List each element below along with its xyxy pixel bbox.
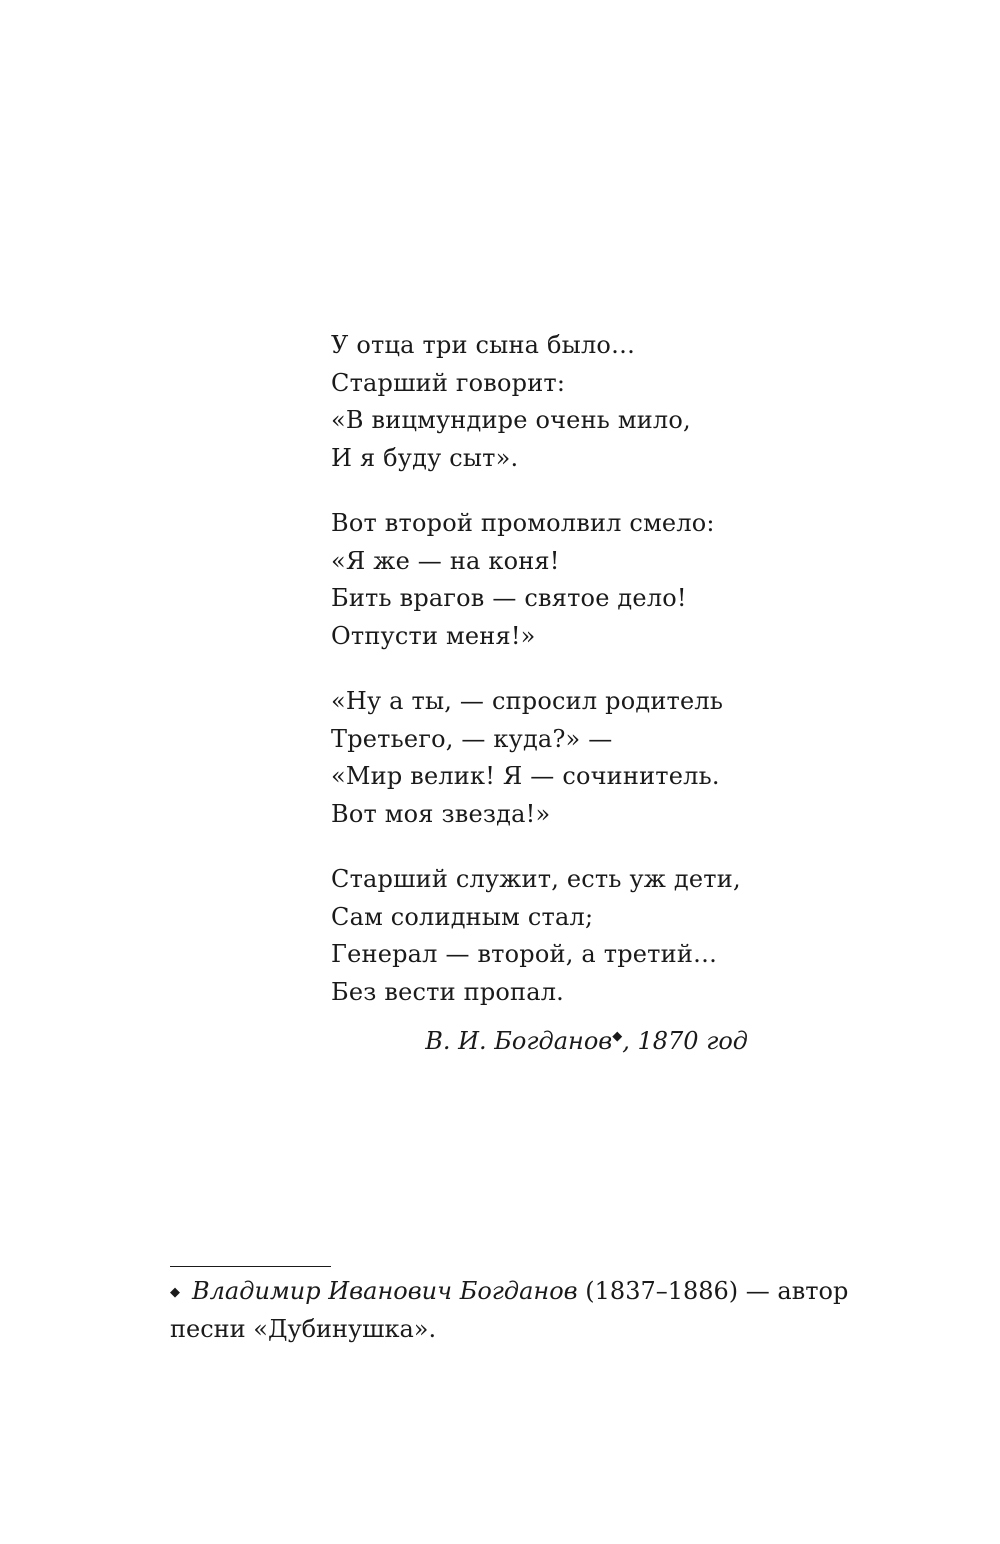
- stanza-3: [331, 683, 891, 833]
- stanza-1: [331, 327, 891, 477]
- footnote-divider: [170, 1266, 331, 1267]
- stanza-4: [331, 861, 891, 1011]
- poem-line: Бить врагов — святое дело!: [331, 584, 687, 612]
- footnote-person-name: Владимир Иванович Богданов: [192, 1277, 578, 1305]
- poem-attribution: [331, 1018, 748, 1060]
- footnote: [170, 1273, 890, 1347]
- poem-line: Сам солидным стал;: [331, 902, 594, 931]
- poem-line: Вот моя звезда!»: [331, 799, 551, 828]
- poem-line: И я буду сыт».: [331, 443, 519, 472]
- footnote-marker-icon[interactable]: ◆: [612, 1029, 623, 1044]
- attribution-year: , 1870 год: [622, 1027, 748, 1055]
- poem-line: Вот второй промолвил смело:: [331, 509, 715, 537]
- poem-line: «Я же — на коня!: [331, 546, 560, 575]
- poem-line: Генерал — второй, а третий…: [331, 940, 718, 968]
- poem-line: «Ну а ты, — спросил родитель: [331, 687, 724, 715]
- poem-line: «В вицмундире очень мило,: [331, 406, 691, 434]
- poem-line: Старший говорит:: [331, 368, 566, 397]
- poem-line: Старший служит, есть уж дети,: [331, 865, 741, 893]
- footnote-text: (1837–1886) — автор песни «Дубинушка».: [170, 1277, 849, 1343]
- attribution-author: В. И. Богданов: [425, 1027, 613, 1055]
- poem-line: Отпусти меня!»: [331, 621, 536, 650]
- poem-line: У отца три сына было…: [331, 331, 636, 359]
- poem-line: Без вести пропал.: [331, 977, 565, 1006]
- poem-line: «Мир велик! Я — сочинитель.: [331, 762, 720, 790]
- poem-line: Третьего, — куда?» —: [331, 724, 613, 753]
- stanza-2: [331, 505, 891, 655]
- poem: [331, 327, 891, 1039]
- footnote-diamond-icon: ◆: [170, 1285, 180, 1300]
